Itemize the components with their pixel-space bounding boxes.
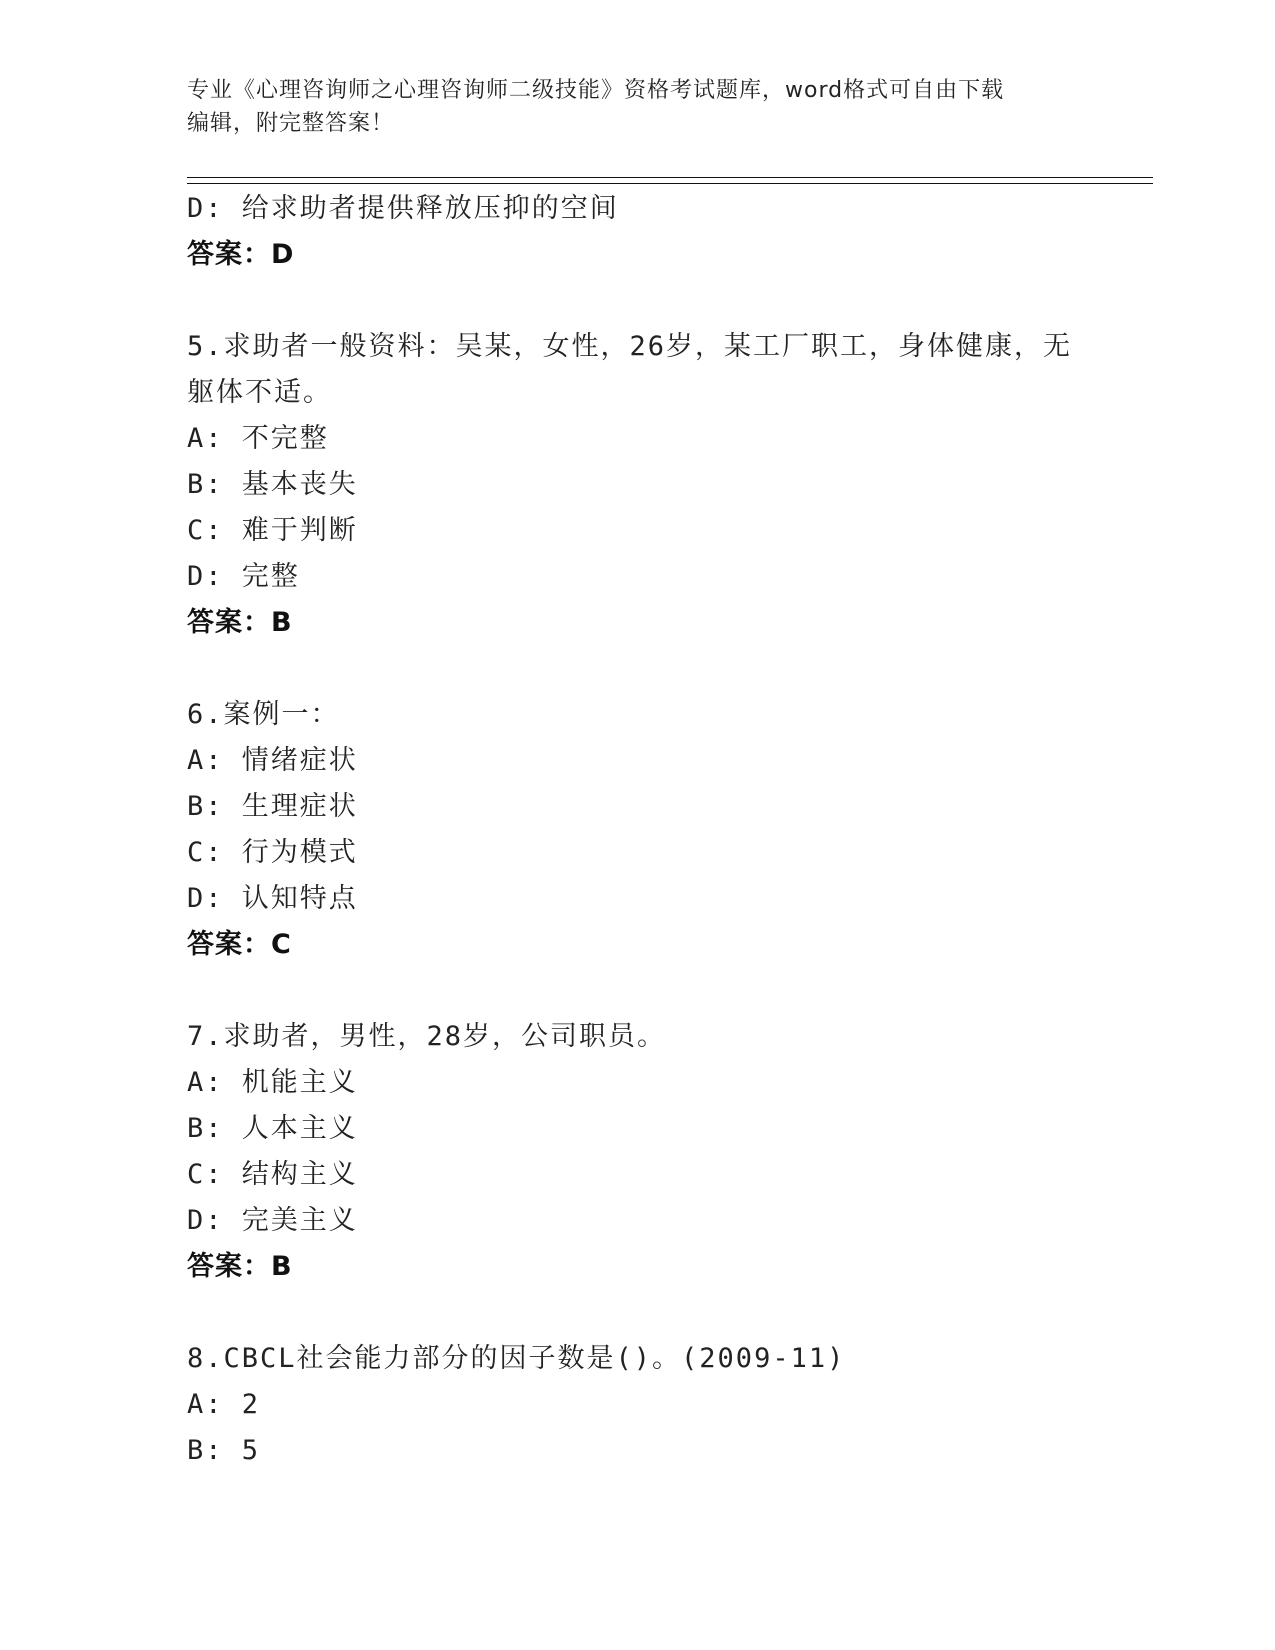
document-header xyxy=(187,74,1087,140)
spacer xyxy=(187,278,1087,324)
question-6 xyxy=(187,692,1087,968)
option-c: C: 难于判断 xyxy=(187,515,358,546)
spacer xyxy=(187,1290,1087,1336)
answer-line: 答案：C xyxy=(187,929,292,960)
question-7 xyxy=(187,1014,1087,1290)
answer-line: 答案：B xyxy=(187,607,293,638)
option-d: D: 给求助者提供释放压抑的空间 xyxy=(187,193,619,224)
option-c: C: 行为模式 xyxy=(187,837,358,868)
option-a: A: 不完整 xyxy=(187,423,329,454)
header-rule-bottom xyxy=(187,183,1153,184)
option-a: A: 2 xyxy=(187,1389,261,1420)
question-stem: 7.求助者，男性，28岁，公司职员。 xyxy=(187,1021,667,1052)
question-stem: 5.求助者一般资料：吴某，女性，26岁，某工厂职工，身体健康，无 xyxy=(187,331,1073,362)
spacer xyxy=(187,646,1087,692)
option-b: B: 人本主义 xyxy=(187,1113,358,1144)
question-stem-continued: 躯体不适。 xyxy=(187,377,332,408)
question-4-tail xyxy=(187,186,1087,278)
option-c: C: 结构主义 xyxy=(187,1159,358,1190)
option-b: B: 基本丧失 xyxy=(187,469,358,500)
question-list xyxy=(187,186,1087,1474)
header-rule-top xyxy=(187,177,1153,178)
answer-line: 答案：B xyxy=(187,1251,293,1282)
option-d: D: 认知特点 xyxy=(187,883,358,914)
option-b: B: 5 xyxy=(187,1435,261,1466)
question-stem: 6.案例一： xyxy=(187,699,340,730)
answer-line: 答案：D xyxy=(187,239,295,270)
option-b: B: 生理症状 xyxy=(187,791,358,822)
option-d: D: 完整 xyxy=(187,561,300,592)
question-8 xyxy=(187,1336,1087,1474)
question-stem: 8.CBCL社会能力部分的因子数是()。(2009-11) xyxy=(187,1343,846,1374)
option-a: A: 机能主义 xyxy=(187,1067,358,1098)
option-a: A: 情绪症状 xyxy=(187,745,358,776)
question-5 xyxy=(187,324,1087,646)
header-line-2: 编辑，附完整答案！ xyxy=(187,111,395,136)
spacer xyxy=(187,968,1087,1014)
header-line-1: 专业《心理咨询师之心理咨询师二级技能》资格考试题库，word格式可自由下载 xyxy=(187,78,1005,103)
option-d: D: 完美主义 xyxy=(187,1205,358,1236)
